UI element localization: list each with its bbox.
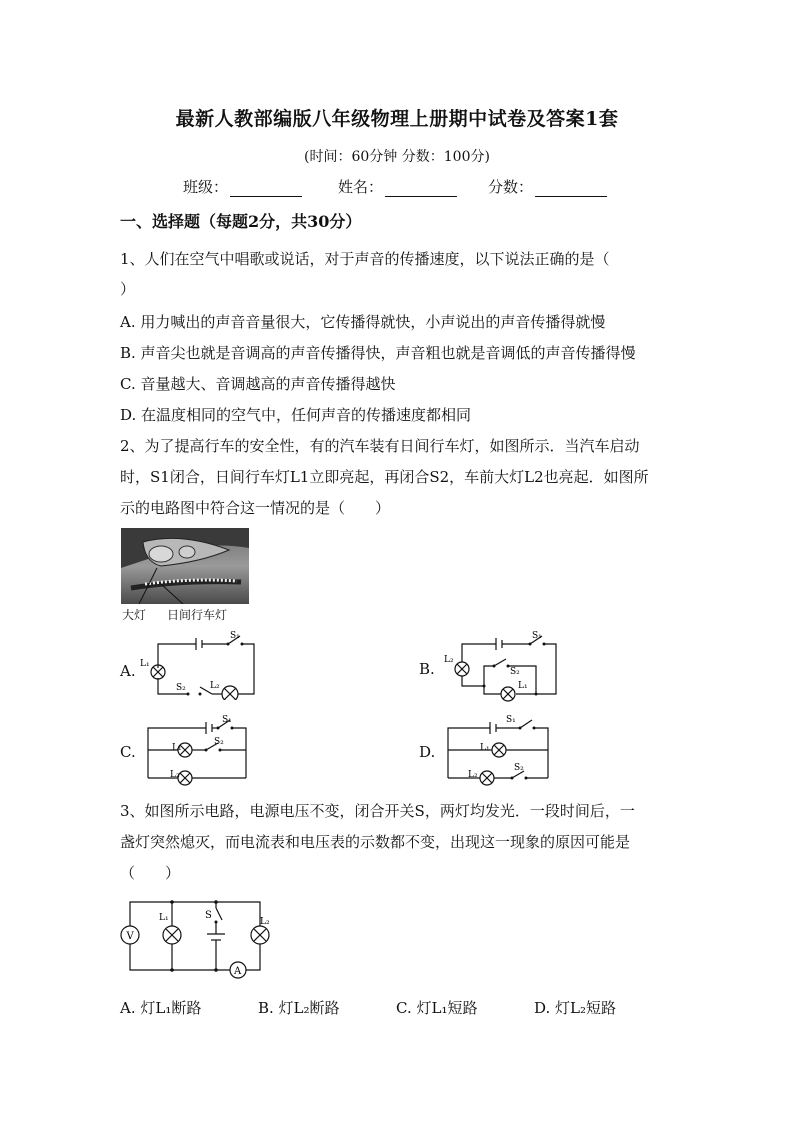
circuit-d-l2: L₂	[468, 770, 478, 780]
q1-stem-cont: ）	[120, 280, 136, 298]
score-blank	[535, 182, 607, 197]
page-title: 最新人教部编版八年级物理上册期中试卷及答案1套	[175, 108, 619, 130]
q2-stem: 2、为了提高行车的安全性，有的汽车装有日间行车灯，如图所示．当汽车启动	[120, 437, 640, 455]
car-headlight-photo	[121, 528, 249, 604]
circuit-c-diagram	[140, 710, 252, 786]
circuit-a-s2: S₂	[176, 683, 186, 693]
circuit-b-l2: L₂	[444, 655, 454, 665]
q2-option-c-label: C.	[120, 743, 136, 761]
q3-stem: 3、如图所示电路，电源电压不变，闭合开关S，两灯均发光．一段时间后，一	[120, 802, 635, 820]
circuit-d-s2: S₂	[514, 763, 524, 773]
q1-option-d: D. 在温度相同的空气中，任何声音的传播速度都相同	[120, 406, 472, 424]
q3-l1-label: L₁	[159, 913, 169, 923]
class-label: 班级：	[183, 178, 229, 196]
q3-l2-label: L₂	[260, 917, 270, 927]
circuit-d-l1: L₁	[480, 743, 490, 753]
circuit-c-s1: S₁	[222, 715, 232, 725]
q3-ammeter-label: A	[234, 966, 242, 977]
q2-stem-end: 示的电路图中符合这一情况的是（ ）	[120, 499, 391, 517]
name-label: 姓名：	[338, 178, 384, 196]
section-heading: 一、选择题（每题2分，共30分）	[120, 212, 362, 231]
circuit-a-diagram	[136, 628, 260, 700]
circuit-a-l2: L₂	[210, 681, 220, 691]
q2-option-d-label: D.	[419, 743, 436, 761]
q1-stem: 1、人们在空气中唱歌或说话，对于声音的传播速度，以下说法正确的是（	[120, 250, 610, 268]
photo-label-headlight: 大灯	[122, 608, 147, 622]
q3-option-d: D. 灯L₂短路	[534, 999, 617, 1017]
circuit-c-l1: L₁	[172, 743, 182, 753]
q2-stem-cont: 时，S1闭合，日间行车灯L1立即亮起，再闭合S2，车前大灯L2也亮起．如图所	[120, 468, 649, 486]
photo-label-drl: 日间行车灯	[167, 608, 228, 622]
q3-stem-end: （ ）	[120, 864, 181, 882]
circuit-d-diagram	[440, 710, 554, 786]
q3-option-c: C. 灯L₁短路	[396, 999, 478, 1017]
class-field	[183, 176, 302, 197]
name-blank	[385, 182, 457, 197]
score-label: 分数：	[488, 178, 534, 196]
q3-voltmeter-label: V	[126, 931, 134, 942]
q3-option-a: A. 灯L₁断路	[120, 999, 202, 1017]
q1-option-b: B. 声音尖也就是音调高的声音传播得快，声音粗也就是音调低的声音传播得慢	[120, 344, 636, 362]
score-field	[488, 176, 607, 197]
q2-option-b-label: B.	[419, 660, 435, 678]
q3-circuit-diagram	[118, 894, 278, 984]
circuit-b-diagram	[440, 626, 564, 702]
circuit-b-s1: S₁	[532, 631, 542, 641]
q3-stem-cont: 盏灯突然熄灭，而电流表和电压表的示数都不变，出现这一现象的原因可能是	[120, 833, 631, 851]
q1-option-a: A. 用力喊出的声音音量很大，它传播得就快，小声说出的声音传播得就慢	[120, 313, 606, 331]
q1-option-c: C. 音量越大、音调越高的声音传播得越快	[120, 375, 396, 393]
circuit-b-l1: L₁	[518, 681, 528, 691]
exam-meta: (时间：60分钟 分数：100分)	[304, 149, 490, 165]
circuit-a-s1: S₁	[230, 631, 240, 641]
circuit-c-s2: S₂	[214, 737, 224, 747]
name-field	[338, 176, 457, 197]
car-photo-image	[121, 528, 249, 604]
q3-option-b: B. 灯L₂断路	[258, 999, 340, 1017]
circuit-a-l1: L₁	[140, 659, 150, 669]
circuit-c-l2: L₂	[170, 770, 180, 780]
class-blank	[230, 182, 302, 197]
q3-switch-label: S	[205, 910, 212, 921]
circuit-b-s2: S₂	[510, 667, 520, 677]
q2-option-a-label: A.	[120, 662, 136, 680]
circuit-d-s1: S₁	[506, 715, 516, 725]
